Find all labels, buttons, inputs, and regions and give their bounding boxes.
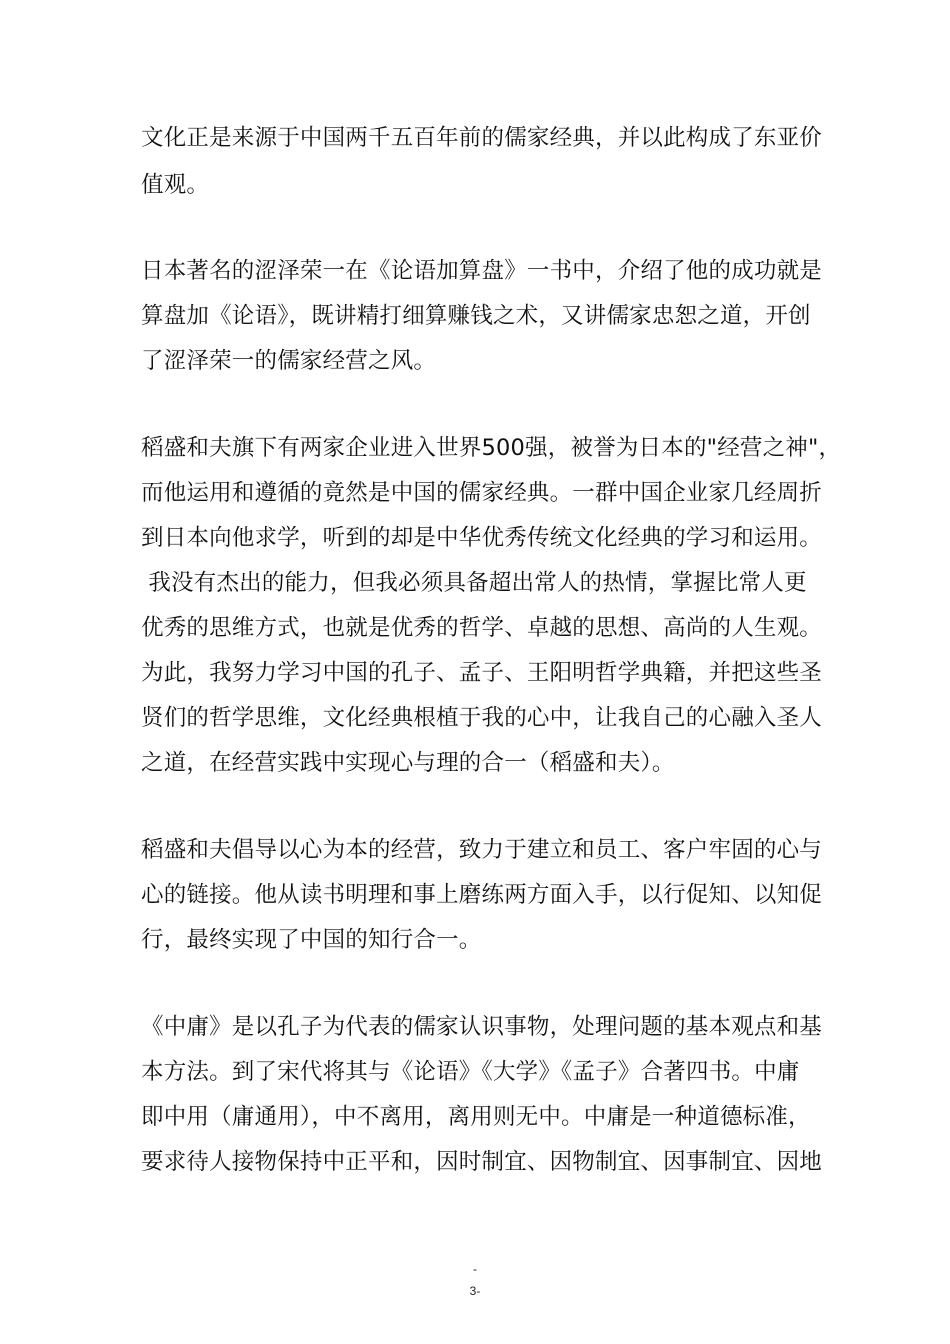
text-line: 本方法。到了宋代将其与《论语》《大学》《孟子》合著四书。中庸	[141, 1059, 800, 1085]
text-line: 了涩泽荣一的儒家经营之风。	[141, 348, 437, 374]
text-line: 文化正是来源于中国两千五百年前的儒家经典，并以此构成了东亚价	[141, 125, 823, 151]
text-line: 贤们的哲学思维，文化经典根植于我的心中，让我自己的心融入圣人	[141, 705, 823, 731]
text-line: 心的链接。他从读书明理和事上磨练两方面入手，以行促知、以知促	[141, 882, 823, 908]
text-line: 到日本向他求学，听到的却是中华优秀传统文化经典的学习和运用。	[141, 525, 823, 551]
text-line: 要求待人接物保持中正平和，因时制宜、因物制宜、因事制宜、因地	[141, 1149, 823, 1175]
page-number: 3-	[469, 1284, 481, 1298]
text-line: 优秀的思维方式，也就是优秀的哲学、卓越的思想、高尚的人生观。	[141, 615, 823, 641]
text-line: 《中庸》是以孔子为代表的儒家认识事物，处理问题的基本观点和基	[141, 1014, 823, 1040]
text-line: 为此，我努力学习中国的孔子、孟子、王阳明哲学典籍，并把这些圣	[141, 660, 823, 686]
text-line: 即中用（庸通用），中不离用，离用则无中。中庸是一种道德标准，	[141, 1104, 811, 1130]
text-line: 稻盛和夫旗下有两家企业进入世界500强，被誉为日本的"经营之神"，	[141, 435, 842, 461]
text-line: 而他运用和遵循的竟然是中国的儒家经典。一群中国企业家几经周折	[141, 480, 823, 506]
footer-dash: -	[473, 1262, 477, 1276]
text-line: 我没有杰出的能力，但我必须具备超出常人的热情，掌握比常人更	[141, 570, 807, 596]
text-line: 行，最终实现了中国的知行合一。	[141, 927, 482, 953]
text-line: 日本著名的涩泽荣一在《论语加算盘》一书中，介绍了他的成功就是	[141, 258, 823, 284]
text-line: 值观。	[141, 172, 210, 198]
text-line: 稻盛和夫倡导以心为本的经营，致力于建立和员工、客户牢固的心与	[141, 837, 823, 863]
text-line: 之道，在经营实践中实现心与理的合一（稻盛和夫）。	[141, 750, 675, 776]
text-line: 算盘加《论语》，既讲精打细算赚钱之术，又讲儒家忠恕之道，开创	[141, 303, 811, 329]
